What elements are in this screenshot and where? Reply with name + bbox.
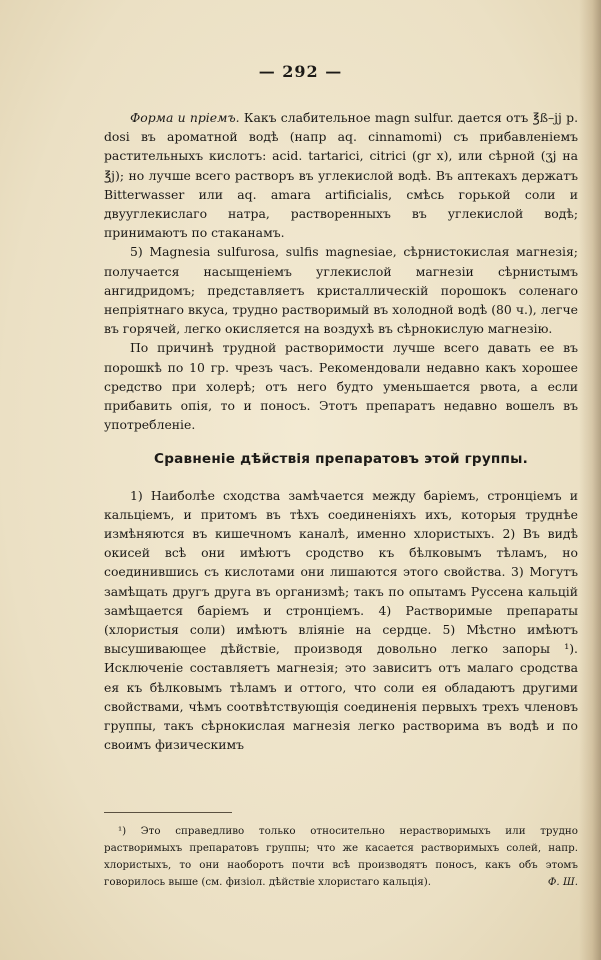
paragraph-usage: По причинѣ трудной растворимости лучше всего давать ее въ порошкѣ по 10 гр. чрезъ часъ. Рекомендовали недавно какъ хорошее средство при холерѣ; отъ него будто уменьшается рвота, а если прибавить опія, то и поносъ. Этотъ препаратъ недавно вошелъ въ употребленіе. bbox=[104, 340, 578, 433]
paragraph-magnesia-sulfurosa: 5) Magnesia sulfurosa, sulfis magnesiae, сѣрнистокислая магнезія; получается насыщеніемъ углекислой магнезіи сѣрнистымъ ангидридомъ; представляетъ кристаллическій порошокъ соленаго непріятнаго вкуса, трудно растворимый въ холодной водѣ (80 ч.), легче въ горячей, легко окисляется на воздухѣ въ сѣрнокислую магнезію. bbox=[104, 244, 578, 337]
footnote-signature: Ф. Ш. bbox=[547, 876, 578, 888]
footnote bbox=[104, 823, 578, 891]
footnote-divider bbox=[104, 812, 232, 813]
page-number: — 292 — bbox=[258, 62, 343, 81]
section-title: Сравненіе дѣйствія препаратовъ этой группы. bbox=[154, 451, 528, 468]
paragraph-comparison: 1) Наиболѣе сходства замѣчается между баріемъ, стронціемъ и кальціемъ, и притомъ въ тѣхъ соединеніяхъ ихъ, которыя труднѣе измѣняются въ кишечномъ каналѣ, именно хлористыхъ. 2) Въ видѣ окисей всѣ они имѣютъ сродство къ бѣлковымъ тѣламъ, но соединившись съ кислотами они лишаются этого свойства. 3) Могутъ замѣщать другъ друга въ организмѣ; такъ по опытамъ Руссена кальцій замѣщается баріемъ и стронціемъ. 4) Растворимые препараты (хлористыя соли) имѣютъ вліяніе на сердце. 5) Мѣстно имѣютъ высушивающее дѣйствіе, производя довольно легко запоры ¹). Исключеніе составляетъ магнезія; это зависитъ отъ малаго сродства ея къ бѣлковымъ тѣламъ и оттого, что соли ея обладаютъ другими свойствами, чѣмъ соотвѣтствующія соединенія первыхъ трехъ членовъ группы, такъ сѣрнокислая магнезія легко растворима въ водѣ и по своимъ физическимъ bbox=[104, 487, 578, 753]
paragraph-form-and-dosage bbox=[104, 108, 578, 242]
footnote-text: ¹) Это справедливо только относительно нерастворимыхъ или трудно растворимыхъ препаратовъ группы; что же касается растворимыхъ солей, напр. хлористыхъ, то они наоборотъ почти всѣ производятъ поносъ, какъ объ этомъ говорилось выше (см. физіол. дѣйствіе хлористаго кальція). bbox=[104, 825, 578, 888]
main-text bbox=[104, 108, 578, 755]
page-gutter-shadow bbox=[579, 0, 601, 960]
paragraph-text: Какъ слабительное magn sulfur. дается отъ ℥ß–jj p. dosi въ ароматной водѣ (напр aq. cinnamomi) съ прибавленіемъ растительныхъ кислотъ: acid. tartarici, citrici (gr x), или сѣрной (ʒj на ℥j); но лучше всего растворъ въ углекислой водѣ. Въ аптекахъ держатъ Bitterwasser или aq. amara artificialis, смѣсь горькой соли и двууглекислаго натра, растворенныхъ въ углекислой водѣ; принимаютъ по стаканамъ. bbox=[104, 110, 579, 241]
paragraph-lead-term: Форма и пріемъ. bbox=[130, 110, 240, 125]
